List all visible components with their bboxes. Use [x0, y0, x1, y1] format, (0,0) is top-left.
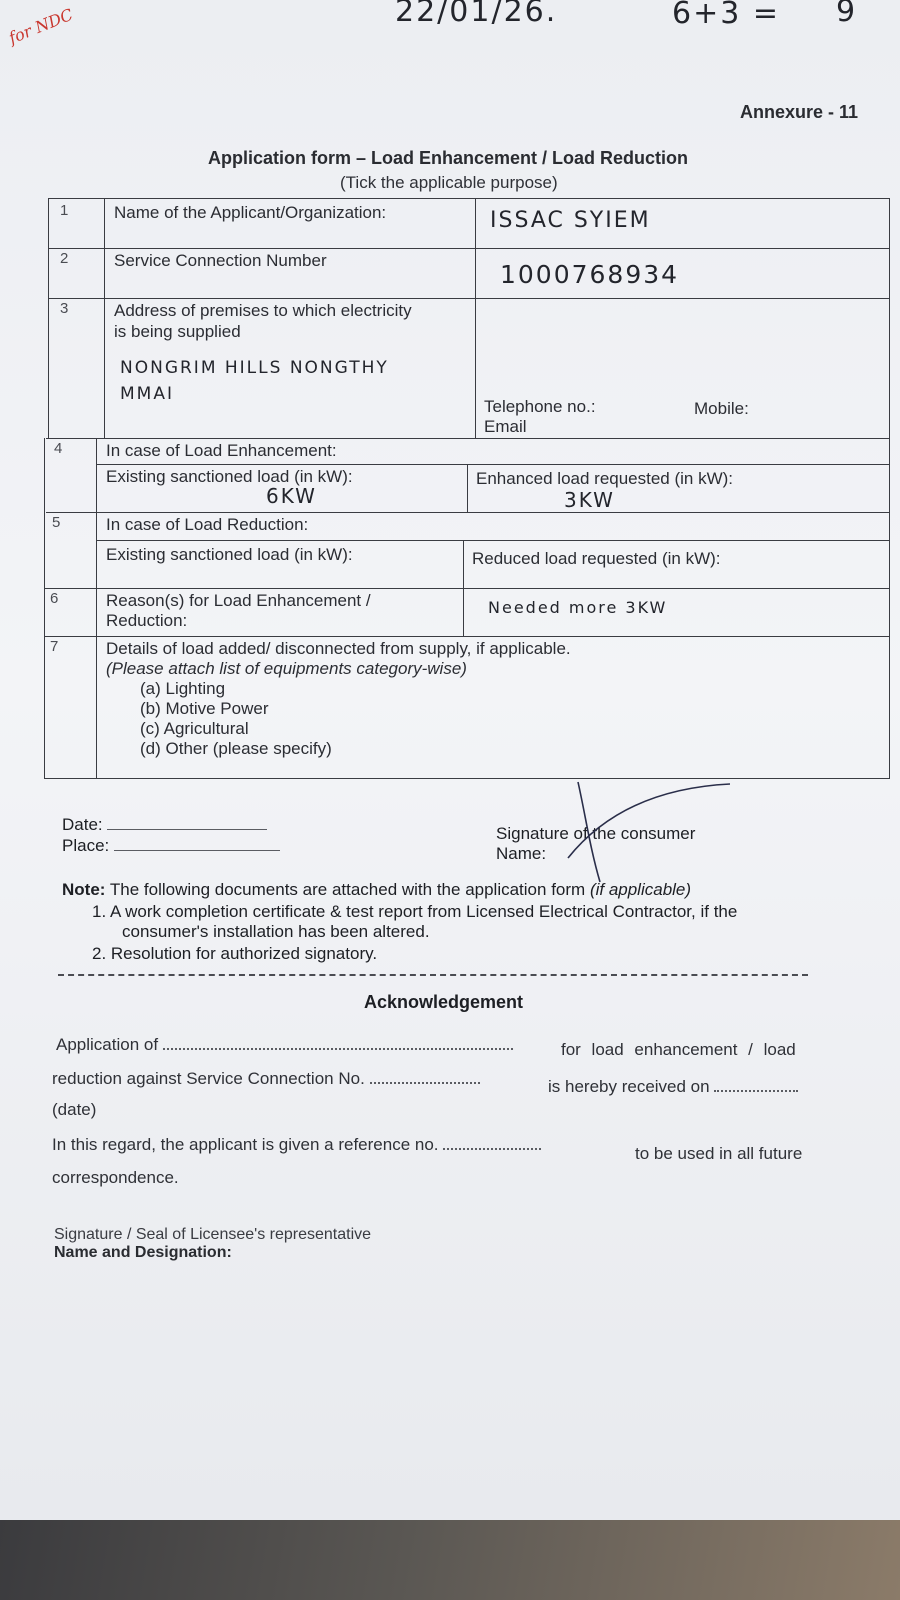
date-field [62, 815, 267, 835]
load-category-motive-power: (b) Motive Power [140, 699, 269, 718]
application-form-table [44, 198, 890, 778]
ack-connection-blank [370, 1068, 480, 1084]
ack-service-connection-text: reduction against Service Connection No. [52, 1069, 365, 1088]
address-label-line2: is being supplied [114, 322, 241, 341]
note-item-1-line2: consumer's installation has been altered. [122, 922, 430, 941]
place-blank [114, 836, 280, 851]
load-enhancement-heading: In case of Load Enhancement: [106, 441, 337, 460]
ack-line-2-end [548, 1076, 798, 1097]
handwritten-date: 22/01/26. [395, 0, 558, 29]
telephone-label: Telephone no.: [484, 397, 596, 416]
reduced-load-label: Reduced load requested (in kW): [472, 549, 721, 568]
applicant-name-label: Name of the Applicant/Organization: [114, 203, 387, 222]
consumer-name-label: Name: [496, 844, 547, 863]
existing-load-label: Existing sanctioned load (in kW): [106, 467, 353, 486]
ack-reference-text: In this regard, the applicant is given a reference no. [52, 1135, 439, 1154]
address-value-line1: NONGRIM HILLS NONGTHY [120, 358, 389, 378]
note-italic: (if applicable) [589, 880, 692, 899]
note-text: The following documents are attached with the application form [109, 880, 586, 899]
ack-line-4-end: to be used in all future [635, 1144, 803, 1163]
mobile-label: Mobile: [694, 399, 749, 418]
ack-line-1 [56, 1034, 513, 1055]
address-label-line1: Address of premises to which electricity [114, 301, 412, 320]
row-number: 5 [52, 514, 61, 531]
load-details-label: Details of load added/ disconnected from supply, if applicable. [106, 639, 571, 658]
date-label: Date: [62, 815, 103, 834]
existing-load-value: 6KW [266, 484, 317, 508]
ack-line-2 [52, 1068, 480, 1089]
ack-date-label: (date) [52, 1100, 97, 1119]
licensee-signature-label: Signature / Seal of Licensee's representative [54, 1226, 372, 1243]
row-number: 2 [60, 250, 69, 267]
consumer-signature-mark [560, 778, 740, 888]
enhanced-load-label: Enhanced load requested (in kW): [476, 469, 734, 488]
load-category-other: (d) Other (please specify) [140, 739, 332, 758]
ack-date-blank [714, 1076, 798, 1092]
form-title: Application form – Load Enhancement / Load Reduction [208, 148, 689, 168]
red-handwritten-note: for NDC [6, 4, 76, 48]
service-connection-label: Service Connection Number [114, 251, 327, 270]
enhanced-load-value: 3KW [564, 488, 615, 512]
annexure-label: Annexure - 11 [740, 102, 859, 122]
handwritten-calculation: 6+3 = [672, 0, 780, 31]
ack-line-4 [52, 1134, 541, 1155]
place-field [62, 836, 280, 856]
row-number: 4 [54, 440, 63, 457]
email-label: Email [484, 417, 527, 436]
background-surface [0, 1520, 900, 1600]
service-connection-value: 1000768934 [500, 260, 680, 289]
load-category-lighting: (a) Lighting [140, 679, 226, 698]
note-item-2: 2. Resolution for authorized signatory. [92, 944, 378, 963]
row-number: 6 [50, 590, 59, 607]
row-number: 3 [60, 300, 69, 317]
load-reduction-heading: In case of Load Reduction: [106, 515, 309, 534]
ack-application-of: Application of [56, 1035, 159, 1054]
handwritten-result: 9 [836, 0, 858, 29]
load-details-instruction: (Please attach list of equipments category-wise) [106, 659, 467, 678]
consumer-signature-label: Signature of the consumer [496, 824, 696, 843]
note-line [62, 880, 691, 900]
note-lead: Note: [62, 880, 106, 899]
form-subtitle: (Tick the applicable purpose) [340, 173, 558, 192]
ack-line-1-end: for load enhancement / load [561, 1040, 796, 1059]
address-value-line2: MMAI [120, 384, 174, 404]
acknowledgement-title: Acknowledgement [364, 992, 524, 1012]
reason-label-line2: Reduction: [106, 611, 188, 630]
separator-dashed-line [58, 974, 808, 976]
ack-reference-blank [443, 1134, 541, 1150]
licensee-name-designation-label: Name and Designation: [54, 1244, 232, 1261]
load-category-agricultural: (c) Agricultural [140, 719, 249, 738]
applicant-name-value: ISSAC SYIEM [490, 208, 651, 233]
ack-received-text: is hereby received on [548, 1077, 710, 1096]
row-number: 7 [50, 638, 59, 655]
date-blank [107, 815, 267, 830]
note-item-1-line1: 1. A work completion certificate & test report from Licensed Electrical Contractor, if the [92, 902, 738, 921]
existing-load-reduction-label: Existing sanctioned load (in kW): [106, 545, 353, 564]
reason-label-line1: Reason(s) for Load Enhancement / [106, 591, 371, 610]
reason-value: Needed more 3KW [488, 598, 668, 617]
ack-applicant-blank [163, 1034, 513, 1050]
place-label: Place: [62, 836, 110, 855]
ack-correspondence: correspondence. [52, 1168, 179, 1187]
row-number: 1 [60, 202, 69, 219]
